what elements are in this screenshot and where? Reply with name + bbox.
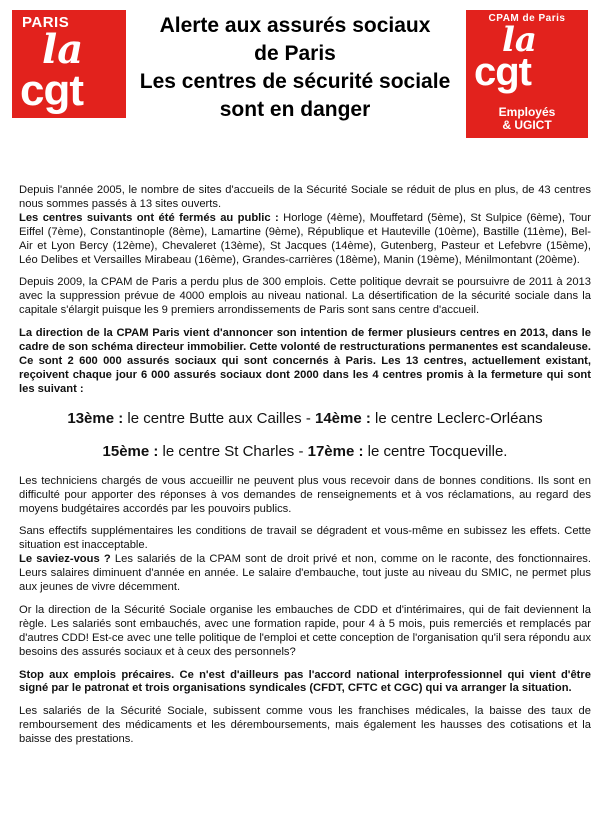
cgt-paris-logo (12, 10, 126, 118)
paragraph-intro (19, 184, 591, 212)
paragraph-text: Sans effectifs supplémentaires les conditions de travail se dégradent et vous-même en subissez les effets. Cette situation est inacceptable. (19, 525, 591, 552)
center-name-13: le centre Butte aux Cailles - (123, 409, 315, 427)
document-body (19, 184, 591, 756)
paragraph-precarious-hiring (19, 604, 591, 660)
logo-subtitle-employes: Employés (498, 105, 556, 119)
paragraph-text: Depuis 2009, la CPAM de Paris a perdu plus de 300 emplois. Cette politique devrait se poursuivre de 2011 à 2013 avec la suppression prévue de 4000 emplois au niveau national. La désertification de la sécurité sociale dans la capitale s'élargit puisque les 9 premiers arrondissements de Paris sont sans centre d'accueil. (19, 276, 591, 317)
paragraph-text: Les techniciens chargés de vous accueillir ne peuvent plus vous recevoir dans de bonnes conditions. Ils sont en difficulté pour apporter des réponses à vos demandes de renseignements et à vos réclamations, au regard des moyens budgétaires accordés par les pouvoirs publics. (19, 474, 591, 515)
centers-line-1 (19, 409, 591, 428)
title-line-4: sont en danger (219, 98, 371, 121)
paragraph-text: Les salariés de la Sécurité Sociale, subissent comme vous les franchises médicales, la baisse des taux de remboursement des médicaments et les déremboursements, mais également les hausses des cotisations et la baisse des prestations. (19, 705, 591, 746)
logo-city-label: PARIS (22, 14, 70, 31)
paragraph-stop-precarity (19, 669, 591, 697)
paragraph-bold-text: Stop aux emplois précaires. Ce n'est d'ailleurs pas l'accord national interprofessionnel qui vient d'être signé par le patronat et trois organisations syndicales (CFDT, CFTC et CGC) qui va arranger la situation. (19, 668, 591, 695)
logo-cgt-text: cgt (20, 66, 83, 115)
center-label-15: 15ème : (102, 442, 159, 460)
paragraph-bold-lead: Le saviez-vous ? (19, 553, 111, 566)
logo-cgt-text: cgt (474, 50, 531, 94)
paragraph-announcement (19, 327, 591, 397)
paragraph-jobs-lost (19, 276, 591, 318)
paragraph-bold-lead: Les centres suivants ont été fermés au public : (19, 211, 279, 224)
center-label-17: 17ème : (307, 442, 364, 460)
document-title (130, 12, 460, 124)
title-line-2: de Paris (254, 42, 336, 65)
centers-line-2 (19, 442, 591, 461)
paragraph-technicians (19, 475, 591, 517)
paragraph-franchises (19, 705, 591, 747)
title-line-1: Alerte aux assurés sociaux (159, 14, 431, 37)
paragraph-bold-text: La direction de la CPAM Paris vient d'annoncer son intention de fermer plusieurs centres en 2013, dans le cadre de son schéma directeur immobilier. Cette volonté de restructurations permanentes est scandaleuse. Ce sont 2 600 000 assurés sociaux qui sont concernés à Paris. Les 13 centres, actuellement existant, reçoivent chaque jour 6 000 assurés sociaux dont 2000 dans les 4 centres promis à la fermeture qui sont les suivant : (19, 327, 591, 395)
paragraph-staffing (19, 525, 591, 553)
logo-org-label: CPAM de Paris (488, 13, 566, 24)
center-label-14: 14ème : (315, 409, 371, 427)
paragraph-text: Or la direction de la Sécurité Sociale organise les embauches de CDD et d'intérimaires, qui de fait deviennent la règle. Les salariés sont embauchés, avec une formation rapide, pour 4 à 5 mois, puis remerciés et remplacés par d'autres CDD! Est-ce avec une telle politique de l'emploi et cette conception de l'organisation qu'il sera répondu aux besoins des assurés sociaux et à ceux des personnels? (19, 603, 591, 658)
paragraph-text: Les salariés de la CPAM sont de droit privé et non, comme on le raconte, des fonctionnaires. Leurs salaires diminuent d'année en année. Le salaire d'embauche, tout juste au niveau du SMIC, ne permet plus aux jeunes de vivre décemment. (19, 553, 592, 594)
center-name-15: le centre St Charles - (158, 442, 308, 460)
paragraph-text: Horloge (4ème), Mouffetard (5ème), St Sulpice (6ème), Tour Eiffel (7ème), Constantinople (8ème), Lamartine (9ème), République et Hauteville (10ème), Bastille (11ème), Bel-Air et Lyon Bercy (12ème), Chevaleret (13ème), St Jacques (14ème), Gutenberg, Pasteur et Lefebvre (15ème), Léo Delibes et Versailles Mirabeau (16ème), Grandes-carrières (18ème), Manin (19ème), Ménilmontant (20ème). (19, 211, 591, 266)
title-line-3: Les centres de sécurité sociale (139, 70, 451, 93)
cgt-cpam-logo (466, 10, 588, 138)
centers-to-close (19, 409, 591, 461)
center-name-17: le centre Tocqueville. (363, 442, 508, 460)
center-label-13: 13ème : (67, 409, 124, 427)
document-header (0, 0, 605, 150)
center-name-14: le centre Leclerc-Orléans (370, 409, 543, 427)
logo-la-text: la (42, 26, 84, 73)
paragraph-did-you-know (19, 553, 591, 595)
paragraph-text: Depuis l'année 2005, le nombre de sites d'accueils de la Sécurité Sociale se réduit de plus en plus, de 43 centres nous sommes passés à 13 sites ouverts. (19, 184, 591, 210)
logo-subtitle-ugict: & UGICT (502, 118, 552, 132)
paragraph-closed-centers (19, 212, 591, 268)
logo-la-text: la (502, 20, 537, 60)
